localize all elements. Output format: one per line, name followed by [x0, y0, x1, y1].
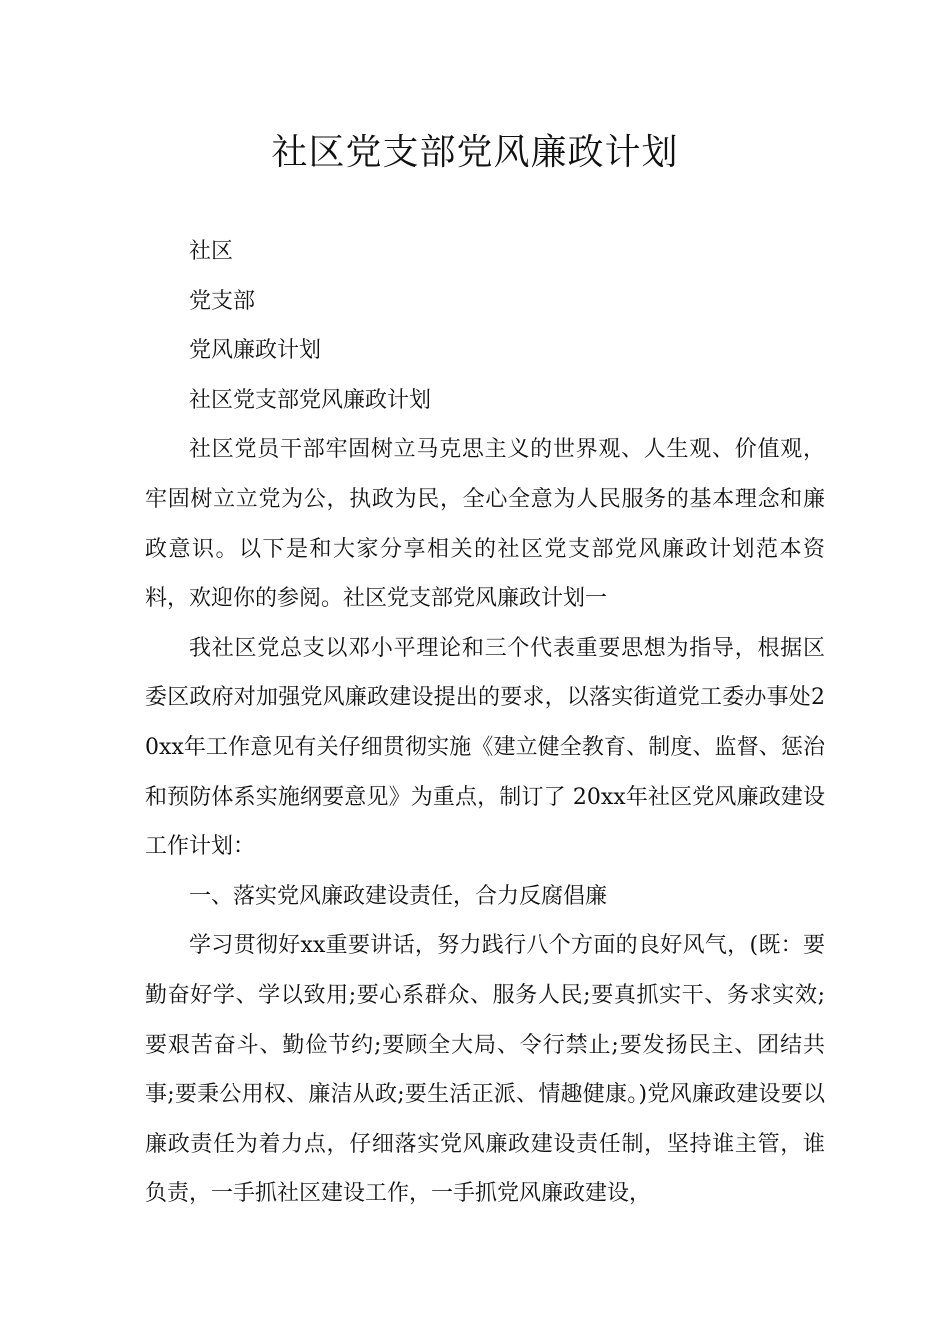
document-body: [145, 227, 825, 1219]
paragraph: 社区党员干部牢固树立马克思主义的世界观、人生观、价值观，牢固树立立党为公，执政为民，全心全意为人民服务的基本理念和廉政意识。以下是和大家分享相关的社区党支部党风廉政计划范本资料，欢迎你的参阅。社区党支部党风廉政计划一: [145, 437, 825, 612]
paragraph: 党支部: [189, 288, 256, 314]
paragraph: 社区党支部党风廉政计划: [189, 387, 432, 413]
section-heading: 一、落实党风廉政建设责任，合力反腐倡廉: [189, 883, 608, 909]
paragraph: 我社区党总支以邓小平理论和三个代表重要思想为指导，根据区委区政府对加强党风廉政建设提出的要求，以落实街道党工委办事处20xx年工作意见有关仔细贯彻实施《建立健全教育、制度、监督、惩治和预防体系实施纲要意见》为重点，制订了 20xx年社区党风廉政建设工作计划：: [145, 635, 825, 860]
paragraph: 社区: [189, 239, 234, 264]
document-title: 社区党支部党风廉政计划: [271, 132, 679, 173]
paragraph: 党风廉政计划: [189, 338, 322, 364]
paragraph: 学习贯彻好xx重要讲话，努力践行八个方面的良好风气，(既：要勤奋好学、学以致用;要心系群众、服务人民;要真抓实干、务求实效;要艰苦奋斗、勤俭节约;要顾全大局、令行禁止;要发扬民主、团结共事;要秉公用权、廉洁从政;要生活正派、情趣健康。)党风廉政建设要以廉政责任为着力点，仔细落实党风廉政建设责任制，坚持谁主管，谁负责，一手抓社区建设工作，一手抓党风廉政建设，: [145, 933, 825, 1207]
